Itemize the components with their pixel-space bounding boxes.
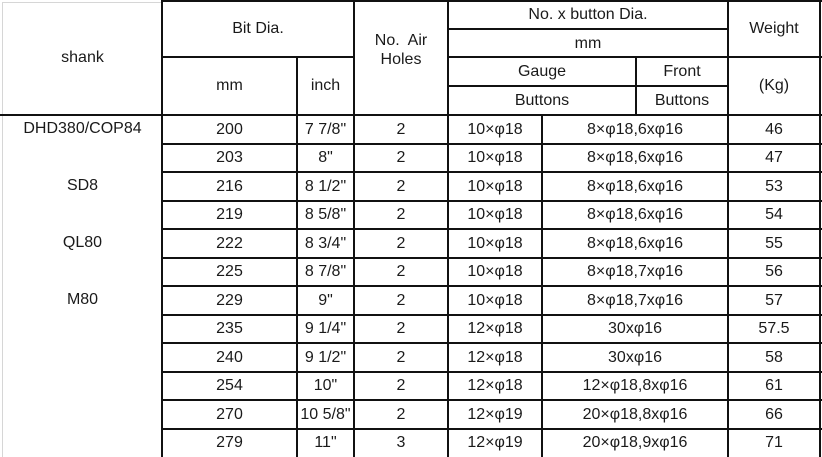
header-bit-mm-label: mm — [216, 77, 243, 94]
header-weight-unit — [728, 57, 820, 114]
header-front — [636, 57, 728, 86]
header-gauge-buttons — [448, 86, 636, 114]
cell-bit-inch — [297, 201, 354, 230]
cell-weight — [728, 201, 820, 230]
shank-label-text: M80 — [66, 291, 99, 308]
cell-air-holes — [354, 201, 448, 230]
grid-line — [162, 200, 822, 202]
cell-bit-inch-value: 9" — [318, 291, 333, 309]
cell-weight — [728, 372, 820, 401]
cell-bit-mm — [162, 172, 297, 201]
cell-bit-inch — [297, 400, 354, 429]
cell-bit-inch-value: 8 7/8" — [304, 263, 347, 281]
grid-line — [0, 114, 822, 116]
shank-label — [3, 228, 162, 257]
cell-weight-value: 57 — [765, 291, 783, 309]
cell-front-buttons — [542, 144, 728, 173]
cell-gauge-buttons — [448, 429, 542, 457]
cell-bit-inch — [297, 172, 354, 201]
cell-bit-inch-value: 9 1/4" — [304, 320, 347, 338]
cell-gauge-buttons — [448, 172, 542, 201]
cell-weight-value: 71 — [765, 434, 783, 452]
shank-label-text: SD8 — [66, 177, 99, 194]
cell-front-buttons — [542, 400, 728, 429]
cell-front-buttons — [542, 372, 728, 401]
cell-front-buttons-value: 8×φ18,7xφ16 — [587, 291, 683, 309]
cell-bit-inch — [297, 258, 354, 287]
grid-line — [162, 314, 822, 316]
cell-weight-value: 53 — [765, 177, 783, 195]
cell-bit-inch-value: 8" — [318, 149, 333, 167]
cell-front-buttons — [542, 229, 728, 258]
cell-gauge-buttons — [448, 286, 542, 315]
cell-front-buttons — [542, 115, 728, 144]
header-weight-unit-label: (Kg) — [758, 77, 790, 94]
cell-weight — [728, 343, 820, 372]
cell-gauge-buttons-value: 10×φ18 — [467, 263, 523, 281]
header-front-label: Front — [663, 63, 701, 80]
cell-bit-inch-value: 8 3/4" — [304, 234, 347, 252]
cell-bit-mm-value: 240 — [216, 348, 243, 366]
header-button-dia — [448, 0, 728, 29]
cell-bit-mm-value: 222 — [216, 234, 243, 252]
cell-front-buttons-value: 8×φ18,7xφ16 — [587, 263, 683, 281]
cell-bit-inch — [297, 372, 354, 401]
cell-bit-mm-value: 229 — [216, 291, 243, 309]
cell-air-holes-value: 2 — [396, 120, 406, 138]
cell-bit-inch — [297, 343, 354, 372]
cell-gauge-buttons-value: 10×φ18 — [467, 149, 523, 167]
shank-label — [3, 114, 162, 143]
cell-weight-value: 56 — [765, 263, 783, 281]
grid-line — [162, 171, 822, 173]
cell-bit-mm-value: 254 — [216, 377, 243, 395]
grid-line — [162, 257, 822, 259]
cell-front-buttons-value: 30xφ16 — [608, 320, 662, 338]
cell-gauge-buttons-value: 10×φ18 — [467, 120, 523, 138]
cell-air-holes — [354, 172, 448, 201]
cell-bit-mm-value: 203 — [216, 149, 243, 167]
header-weight-label: Weight — [749, 20, 799, 37]
cell-weight-value: 46 — [765, 120, 783, 138]
cell-bit-mm — [162, 229, 297, 258]
grid-line — [448, 85, 728, 87]
cell-air-holes — [354, 343, 448, 372]
cell-weight-value: 66 — [765, 405, 783, 423]
cell-weight — [728, 172, 820, 201]
cell-weight-value: 57.5 — [758, 320, 790, 338]
cell-gauge-buttons-value: 12×φ19 — [467, 434, 523, 452]
cell-weight-value: 61 — [765, 377, 783, 395]
cell-weight-value: 54 — [765, 206, 783, 224]
cell-bit-inch — [297, 115, 354, 144]
cell-gauge-buttons — [448, 315, 542, 344]
cell-gauge-buttons-value: 10×φ18 — [467, 206, 523, 224]
cell-weight — [728, 258, 820, 287]
cell-bit-mm — [162, 144, 297, 173]
cell-front-buttons — [542, 258, 728, 287]
cell-weight — [728, 144, 820, 173]
cell-weight-value: 47 — [765, 149, 783, 167]
cell-bit-mm — [162, 115, 297, 144]
header-button-unit — [448, 29, 728, 57]
cell-gauge-buttons-value: 10×φ18 — [467, 291, 523, 309]
cell-front-buttons — [542, 315, 728, 344]
cell-front-buttons-value: 8×φ18,6xφ16 — [587, 234, 683, 252]
cell-gauge-buttons — [448, 201, 542, 230]
cell-air-holes-value: 2 — [396, 291, 406, 309]
cell-air-holes — [354, 315, 448, 344]
header-front-buttons-label: Buttons — [654, 91, 710, 109]
header-bit-dia-label: Bit Dia. — [232, 20, 284, 37]
cell-front-buttons-value: 8×φ18,6xφ16 — [587, 177, 683, 195]
header-air-holes-line1: No. Air — [374, 32, 428, 49]
cell-bit-mm-value: 279 — [216, 434, 243, 452]
cell-bit-mm — [162, 343, 297, 372]
cell-air-holes-value: 2 — [396, 234, 406, 252]
cell-bit-mm — [162, 201, 297, 230]
cell-front-buttons — [542, 343, 728, 372]
cell-bit-inch-value: 10 5/8" — [300, 405, 351, 423]
cell-air-holes-value: 2 — [396, 377, 406, 395]
cell-bit-mm — [162, 429, 297, 457]
header-bit-dia — [162, 0, 354, 57]
cell-air-holes-value: 3 — [396, 434, 406, 452]
cell-weight — [728, 429, 820, 457]
cell-weight-value: 58 — [765, 348, 783, 366]
cell-bit-inch-value: 10" — [313, 377, 338, 395]
cell-bit-mm-value: 270 — [216, 405, 243, 423]
cell-air-holes-value: 2 — [396, 405, 406, 423]
cell-front-buttons-value: 20×φ18,8xφ16 — [582, 405, 688, 423]
cell-bit-inch — [297, 429, 354, 457]
cell-gauge-buttons — [448, 258, 542, 287]
cell-front-buttons-value: 30xφ16 — [608, 348, 662, 366]
cell-bit-inch-value: 7 7/8" — [304, 120, 347, 138]
cell-gauge-buttons-value: 12×φ18 — [467, 348, 523, 366]
header-air-holes — [354, 0, 448, 114]
cell-gauge-buttons-value: 10×φ18 — [467, 177, 523, 195]
header-bit-inch-label: inch — [310, 77, 341, 94]
header-shank — [3, 0, 162, 114]
header-bit-inch — [297, 57, 354, 114]
cell-gauge-buttons — [448, 229, 542, 258]
grid-line — [448, 28, 728, 30]
cell-air-holes-value: 2 — [396, 348, 406, 366]
cell-weight — [728, 115, 820, 144]
cell-bit-mm — [162, 400, 297, 429]
cell-air-holes-value: 2 — [396, 149, 406, 167]
shank-label-text: QL80 — [62, 234, 103, 251]
cell-front-buttons — [542, 172, 728, 201]
cell-bit-mm-value: 219 — [216, 206, 243, 224]
cell-bit-mm — [162, 372, 297, 401]
grid-line — [162, 342, 822, 344]
grid-line — [162, 428, 822, 430]
header-bit-mm — [162, 57, 297, 114]
cell-weight — [728, 315, 820, 344]
cell-bit-mm-value: 235 — [216, 320, 243, 338]
cell-bit-inch-value: 9 1/2" — [304, 348, 347, 366]
cell-front-buttons-value: 8×φ18,6xφ16 — [587, 149, 683, 167]
header-button-unit-label: mm — [574, 34, 602, 52]
cell-front-buttons-value: 8×φ18,6xφ16 — [587, 206, 683, 224]
cell-front-buttons-value: 8×φ18,6xφ16 — [587, 120, 683, 138]
header-front-buttons — [636, 86, 728, 114]
header-shank-label: shank — [61, 48, 104, 66]
cell-bit-mm-value: 216 — [216, 177, 243, 195]
cell-front-buttons — [542, 429, 728, 457]
cell-weight — [728, 400, 820, 429]
cell-gauge-buttons — [448, 115, 542, 144]
cell-bit-inch — [297, 144, 354, 173]
header-gauge-buttons-label: Buttons — [514, 91, 570, 109]
cell-weight — [728, 286, 820, 315]
cell-bit-mm — [162, 286, 297, 315]
cell-gauge-buttons-value: 12×φ18 — [467, 377, 523, 395]
cell-weight-value: 55 — [765, 234, 783, 252]
cell-gauge-buttons — [448, 372, 542, 401]
cell-air-holes — [354, 258, 448, 287]
cell-air-holes-value: 2 — [396, 263, 406, 281]
cell-bit-inch — [297, 229, 354, 258]
cell-air-holes — [354, 429, 448, 457]
cell-air-holes-value: 2 — [396, 206, 406, 224]
cell-front-buttons — [542, 286, 728, 315]
cell-front-buttons — [542, 201, 728, 230]
cell-gauge-buttons — [448, 400, 542, 429]
grid-line — [162, 0, 822, 2]
cell-air-holes-value: 2 — [396, 320, 406, 338]
cell-air-holes-value: 2 — [396, 177, 406, 195]
cell-bit-mm-value: 200 — [216, 120, 243, 138]
shank-label-text: DHD380/COP84 — [23, 120, 142, 137]
grid-line — [635, 57, 637, 114]
cell-bit-inch-value: 8 1/2" — [304, 177, 347, 195]
header-button-dia-label: No. x button Dia. — [528, 6, 648, 23]
cell-bit-mm-value: 225 — [216, 263, 243, 281]
header-air-holes-line2: Holes — [380, 51, 422, 68]
cell-gauge-buttons — [448, 343, 542, 372]
cell-gauge-buttons-value: 10×φ18 — [467, 234, 523, 252]
cell-gauge-buttons — [448, 144, 542, 173]
cell-front-buttons-value: 20×φ18,9xφ16 — [582, 434, 688, 452]
cell-front-buttons-value: 12×φ18,8xφ16 — [582, 377, 688, 395]
shank-label — [3, 171, 162, 200]
cell-bit-inch-value: 8 5/8" — [304, 206, 347, 224]
grid-line — [162, 371, 822, 373]
header-gauge-label: Gauge — [517, 63, 567, 80]
cell-bit-inch — [297, 286, 354, 315]
header-gauge — [448, 57, 636, 86]
cell-bit-inch — [297, 315, 354, 344]
header-weight — [728, 0, 820, 57]
shank-label — [3, 285, 162, 314]
cell-air-holes — [354, 372, 448, 401]
grid-line — [162, 56, 354, 58]
cell-air-holes — [354, 144, 448, 173]
grid-line — [162, 228, 822, 230]
grid-line — [162, 285, 822, 287]
cell-gauge-buttons-value: 12×φ18 — [467, 320, 523, 338]
cell-air-holes — [354, 286, 448, 315]
cell-air-holes — [354, 115, 448, 144]
grid-line — [162, 399, 822, 401]
grid-line — [162, 143, 822, 145]
cell-air-holes — [354, 229, 448, 258]
cell-gauge-buttons-value: 12×φ19 — [467, 405, 523, 423]
cell-bit-inch-value: 11" — [314, 434, 337, 452]
cell-weight — [728, 229, 820, 258]
cell-air-holes — [354, 400, 448, 429]
cell-bit-mm — [162, 258, 297, 287]
cell-bit-mm — [162, 315, 297, 344]
